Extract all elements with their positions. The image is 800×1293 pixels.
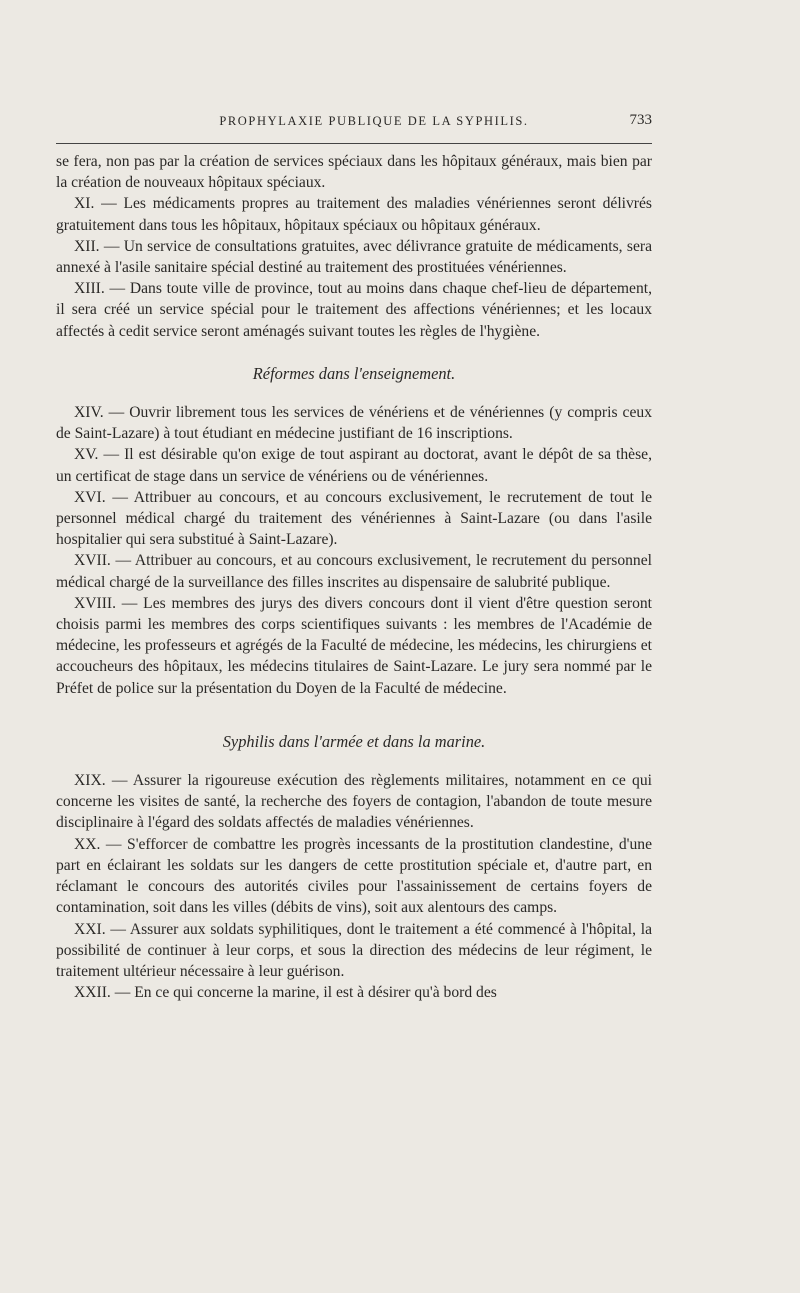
running-title: PROPHYLAXIE PUBLIQUE DE LA SYPHILIS.	[219, 114, 529, 128]
article-xiii: XIII. — Dans toute ville de province, tout au moins dans chaque chef-lieu de département, il sera créé un service spécial pour le traitement des affections vénériennes; et les locaux affectés à cedit service seront aménagés suivant toutes les règles de l'hygiène.	[56, 280, 652, 340]
section-heading-army-navy: Syphilis dans l'armée et dans la marine.	[222, 731, 486, 751]
article-xvi: XVI. — Attribuer au concours, et au concours exclusivement, le recrutement de tout le personnel médical chargé du traitement des vénériennes à Saint-Lazare (ou dans l'asile hospitalier qui sera substitué à Saint-Lazare).	[56, 488, 652, 549]
page-number: 733	[629, 112, 652, 128]
article-xv: XV. — Il est désirable qu'on exige de tout aspirant au doctorat, avant le dépôt de sa thèse, un certificat de stage dans un service de vénériens ou de vénériennes.	[56, 446, 652, 485]
article-xii: XII. — Un service de consultations gratuites, avec délivrance gratuite de médicaments, sera annexé à l'asile sanitaire spécial destiné au traitement des prostituées vénériennes.	[56, 237, 652, 277]
article-xxii: XXII. — En ce qui concerne la marine, il est à désirer qu'à bord des	[74, 984, 497, 1002]
article-xix: XIX. — Assurer la rigoureuse exécution des règlements militaires, notamment en ce qui concerne les visites de santé, la recherche des foyers de contagion, l'abandon de toute mesure disciplinaire à l'égard des soldats affectés de maladies vénériennes.	[56, 772, 652, 832]
article-xi: XI. — Les médicaments propres au traitement des maladies vénériennes seront délivrés gratuitement dans tous les hôpitaux, hôpitaux spéciaux ou hôpitaux généraux.	[56, 195, 652, 234]
article-xiv: XIV. — Ouvrir librement tous les services de vénériens et de vénériennes (y compris ceux de Saint-Lazare) à tout étudiant en médecine justifiant de 16 inscriptions.	[56, 404, 652, 443]
article-xviii: XVIII. — Les membres des jurys des divers concours dont il vient d'être question seront choisis parmi les membres des corps scientifiques suivants : les membres de l'Académie de médecine, les professeurs et agrégés de la Faculté de médecine, les médecins, les chirurgiens et accoucheurs des hôpitaux, les médecins titulaires de Saint-Lazare. Le jury sera nommé par le Préfet de police sur la présentation du Doyen de la Faculté de médecine.	[56, 594, 652, 697]
article-xxi: XXI. — Assurer aux soldats syphilitiques, dont le traitement a été commencé à l'hôpital, la possibilité de continuer à leur corps, et sous la direction des médecins de leur régiment, le traitement ultérieur nécessaire à leur guérison.	[56, 920, 652, 980]
intro-paragraph: se fera, non pas par la création de services spéciaux dans les hôpitaux généraux, mais bien par la création de nouveaux hôpitaux spéciaux.	[56, 153, 652, 192]
page-header	[56, 114, 652, 136]
article-xx: XX. — S'efforcer de combattre les progrès incessants de la prostitution clandestine, d'une part en éclairant les soldats sur les dangers de cette prostitution spéciale et, d'autre part, en réclamant le concours des autorités civiles pour l'assainissement de certains foyers de contamination, soit dans les villes (débits de vins), soit aux alentours des camps.	[56, 835, 652, 917]
page-body	[56, 151, 652, 1003]
header-rule	[56, 143, 652, 144]
section-heading-teaching: Réformes dans l'enseignement.	[252, 363, 456, 383]
article-xvii: XVII. — Attribuer au concours, et au concours exclusivement, le recrutement du personnel médical chargé de la surveillance des filles inscrites au dispensaire de salubrité publique.	[56, 552, 652, 591]
